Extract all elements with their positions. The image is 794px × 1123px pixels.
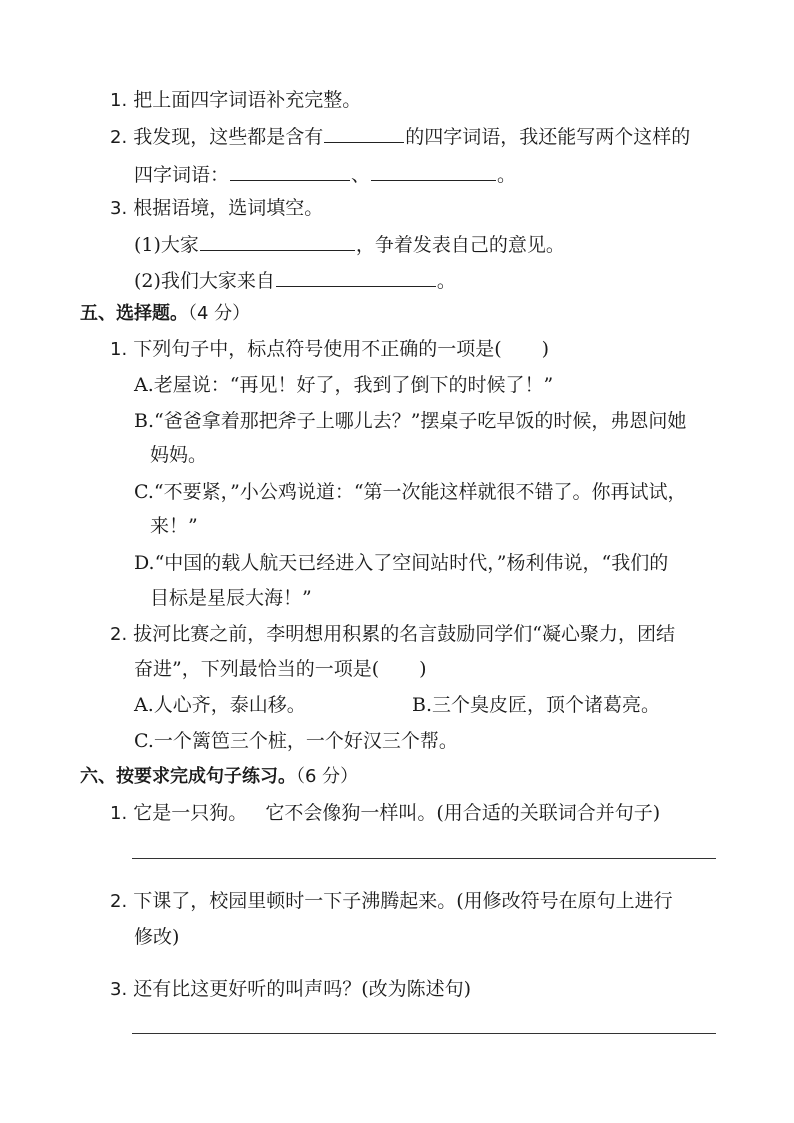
s6-q2-cont xyxy=(134,925,179,949)
question-text: 拔河比赛之前，李明想用积累的名言鼓励同学们“凝心聚力，团结 xyxy=(133,623,675,645)
s4-q2-line2 xyxy=(134,160,516,187)
answer-blank[interactable] xyxy=(324,122,404,143)
option-d xyxy=(134,551,668,575)
question-text: 它是一只狗。 它不会像狗一样叫。(用合适的关联词合并句子) xyxy=(133,802,661,824)
answer-blank[interactable] xyxy=(371,160,496,181)
period: 。 xyxy=(497,164,517,186)
question-text: 把上面四字词语补充完整。 xyxy=(133,89,362,111)
option-text: B.“爸爸拿着那把斧子上哪儿去？”摆桌子吃早饭的时候，弗恩问她 xyxy=(134,410,687,432)
option-b xyxy=(412,693,660,717)
option-c xyxy=(134,480,687,504)
period: 。 xyxy=(436,270,456,292)
answer-blank[interactable] xyxy=(200,230,355,251)
section5-heading xyxy=(80,302,250,326)
question-text: 根据语境，选词填空。 xyxy=(133,197,324,219)
question-number: 1. xyxy=(110,803,128,824)
s5-q1 xyxy=(110,337,549,362)
s4-q3 xyxy=(110,196,323,221)
option-c xyxy=(134,729,458,753)
question-text: 奋进”，下列最恰当的一项是( xyxy=(134,658,380,680)
question-number: 2. xyxy=(110,127,128,148)
answer-blank[interactable] xyxy=(230,160,350,181)
question-text: 我发现，这些都是含有 xyxy=(133,126,324,148)
question-number: 1. xyxy=(110,339,128,360)
question-text: (1)大家 xyxy=(134,234,199,256)
answer-blank[interactable] xyxy=(276,266,436,287)
option-b xyxy=(134,409,686,433)
section-title: 五、选择题。 xyxy=(80,303,188,324)
question-number: 2. xyxy=(110,891,128,912)
option-text: C.一个篱笆三个桩，一个好汉三个帮。 xyxy=(134,730,458,752)
option-d-cont xyxy=(150,586,312,610)
option-text: D.“中国的载人航天已经进入了空间站时代，”杨利伟说，“我们的 xyxy=(134,552,669,574)
question-text: 下课了，校园里顿时一下子沸腾起来。(用修改符号在原句上进行 xyxy=(133,890,673,912)
section-title: 六、按要求完成句子练习。 xyxy=(80,766,296,787)
option-text: B.三个臭皮匠，顶个诸葛亮。 xyxy=(412,694,661,716)
paren-close: ) xyxy=(541,338,550,360)
question-number: 3. xyxy=(110,198,128,219)
question-number: 2. xyxy=(110,624,128,645)
section6-heading xyxy=(80,765,358,789)
option-text: 目标是星辰大海！” xyxy=(150,587,312,609)
option-c-cont xyxy=(150,514,198,538)
question-text: 四字词语： xyxy=(134,164,230,186)
answer-line[interactable] xyxy=(132,858,716,859)
option-b-cont xyxy=(150,443,207,467)
option-text: 妈妈。 xyxy=(150,444,208,466)
s5-q2-cont xyxy=(134,657,427,681)
answer-line[interactable] xyxy=(132,1033,716,1034)
question-text: 修改) xyxy=(134,926,180,948)
s4-q3-p2 xyxy=(134,266,456,293)
option-text: A.老屋说：“再见！好了，我到了倒下的时候了！” xyxy=(134,374,554,396)
option-text: C.“不要紧，”小公鸡说道：“第一次能这样就很不错了。你再试试， xyxy=(134,481,687,503)
option-text: 来！” xyxy=(150,515,198,537)
option-a xyxy=(134,373,553,397)
question-number: 3. xyxy=(110,979,128,1000)
s4-q3-p1 xyxy=(134,230,565,257)
question-text: (2)我们大家来自 xyxy=(134,270,275,292)
question-text: 下列句子中，标点符号使用不正确的一项是( xyxy=(133,338,502,360)
s4-q1 xyxy=(110,88,361,113)
s6-q2 xyxy=(110,889,673,914)
question-text: 的四字词语，我还能写两个这样的 xyxy=(405,126,691,148)
paren-close: ) xyxy=(419,658,427,680)
question-number: 1. xyxy=(110,90,128,111)
s6-q1 xyxy=(110,801,660,826)
option-text: A.人心齐，泰山移。 xyxy=(134,694,306,716)
section-points: （4 分） xyxy=(188,303,251,324)
s4-q2 xyxy=(110,122,690,150)
question-text: 还有比这更好听的叫声吗？(改为陈述句) xyxy=(133,978,472,1000)
s6-q3 xyxy=(110,977,471,1002)
s5-q2 xyxy=(110,622,675,647)
separator: 、 xyxy=(351,164,371,186)
option-a xyxy=(134,693,306,717)
section-points: （6 分） xyxy=(296,766,359,787)
question-text: ，争着发表自己的意见。 xyxy=(355,234,565,256)
